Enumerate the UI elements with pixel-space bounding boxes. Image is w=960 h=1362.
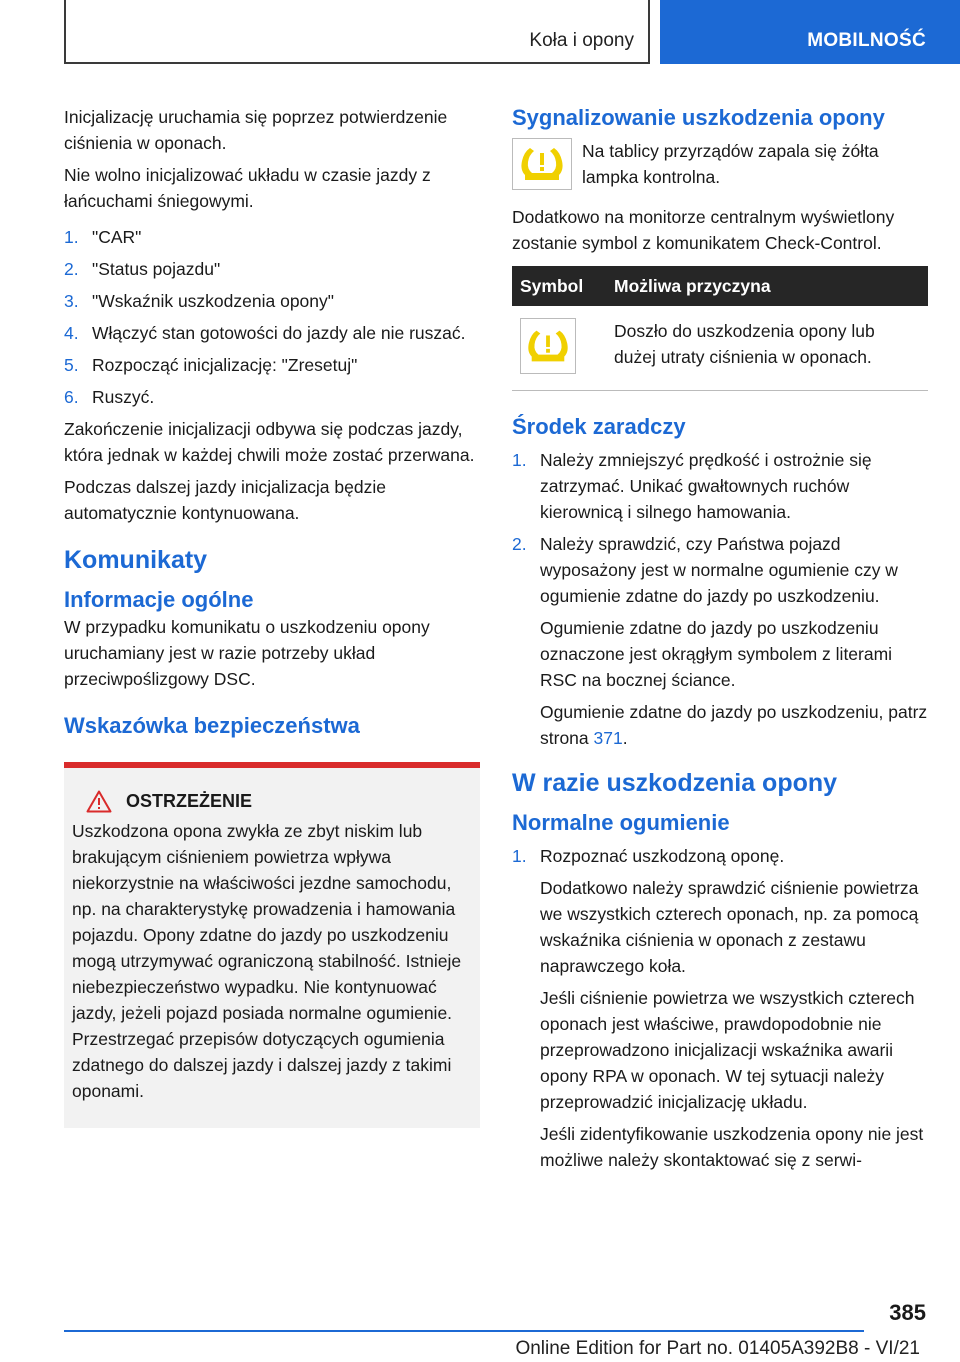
- step-number: 4.: [64, 323, 79, 343]
- step-number: 2.: [64, 259, 79, 279]
- header-chapter-tab[interactable]: [660, 0, 960, 64]
- step-text: Ruszyć.: [92, 387, 155, 407]
- list-item: [64, 256, 480, 282]
- left-column: [64, 104, 480, 1128]
- table-cell-symbol: [512, 306, 606, 391]
- paragraph: Dodatkowo na monitorze centralnym wyświetlony zostanie symbol z komunikatem Check-Control.: [512, 207, 895, 253]
- paragraph: Podczas dalszej jazdy inicjalizacja będzie automatycznie kontynuowana.: [64, 477, 386, 523]
- list-item: [64, 320, 480, 346]
- heading-signal: Sygnalizowanie uszkodzenia opony: [512, 105, 885, 130]
- paragraph: Jeśli ciśnienie powietrza we wszystkich czterech oponach jest właściwe, prawdopodobnie nie przeprowadzono inicjalizacji wskaźnika awarii opony RPA w oponach. W tej sytuacji należy przeprowadzić inicjalizację układu.: [540, 988, 915, 1112]
- warning-text: Uszkodzona opona zwykła ze zbyt niskim lub brakującym ciśnieniem powietrza wpływa niekorzystnie na właściwości jezdne samochodu, np. na charakterystykę prowadzenia i hamowania pojazdu. Opony zdatne do jazdy po uszkodzeniu mogą utrzymywać ograniczoną stabilność. Istnieje niebezpieczeństwo wypadku. Nie kontynuować jazdy, jeżeli pojazd posiada normalne ogumienie. Przestrzegać przepisów dotyczących ogumienia zdatnego do dalszej jazdy i dalszej jazdy z takimi oponami.: [72, 821, 462, 1101]
- paragraph: [512, 699, 928, 751]
- right-column: [512, 104, 928, 1179]
- paragraph: Jeśli zidentyfikowanie uszkodzenia opony nie jest możliwe należy skontaktować się z serwi-: [540, 1124, 924, 1170]
- step-number: 1.: [512, 450, 527, 470]
- paragraph: Dodatkowo należy sprawdzić ciśnienie powietrza we wszystkich czterech oponach, np. za pomocą wskaźnika ciśnienia w oponach z zestawu naprawczego koła.: [540, 878, 919, 976]
- heading-flat-tire: W razie uszkodzenia opony: [512, 769, 838, 797]
- heading-general-info: Informacje ogólne: [64, 587, 254, 612]
- step-text: "Status pojazdu": [92, 259, 221, 279]
- paragraph: Inicjalizację uruchamia się poprzez potwierdzenie ciśnienia w oponach.: [64, 107, 448, 153]
- paragraph-text: Ogumienie zdatne do jazdy po uszkodzeniu, patrz strona: [540, 702, 928, 748]
- step-text: Rozpocząć inicjalizację: "Zresetuj": [92, 355, 358, 375]
- init-steps-list: [64, 224, 480, 410]
- list-item: [512, 531, 928, 609]
- paragraph: Zakończenie inicjalizacji odbywa się podczas jazdy, która jednak w każdej chwili może zostać przerwana.: [64, 419, 475, 465]
- step-number: 1.: [512, 846, 527, 866]
- header-section-box: [64, 0, 650, 64]
- step-text: "Wskaźnik uszkodzenia opony": [92, 291, 334, 311]
- heading-remedy: Środek zaradczy: [512, 414, 686, 439]
- heading-normal-tires: Normalne ogumienie: [512, 810, 730, 835]
- header-chapter-title: MOBILNOŚĆ: [807, 30, 926, 51]
- step-text: Należy zmniejszyć prędkość i ostrożnie się zatrzymać. Unikać gwałtownych ruchów kierownicą i silnego hamowania.: [540, 450, 872, 522]
- signal-row: [512, 138, 928, 190]
- step-number: 6.: [64, 387, 79, 407]
- page-number: 385: [889, 1300, 926, 1325]
- step-number: 5.: [64, 355, 79, 375]
- normal-tire-list: [512, 843, 928, 869]
- tire-pressure-warning-icon: [512, 138, 572, 190]
- step-text: Rozpoznać uszkodzoną oponę.: [540, 846, 785, 866]
- step-text: Należy sprawdzić, czy Państwa pojazd wyposażony jest w normalne ogumienie czy w ogumienie zdatne do jazdy po uszkodzeniu.: [540, 534, 898, 606]
- list-item: [512, 447, 928, 525]
- step-text: Włączyć stan gotowości do jazdy ale nie ruszać.: [92, 323, 466, 343]
- paragraph-text: .: [622, 728, 628, 748]
- warning-box: [64, 762, 480, 1128]
- list-item: [64, 352, 480, 378]
- step-number: 3.: [64, 291, 79, 311]
- paragraph: Nie wolno inicjalizować układu w czasie jazdy z łańcuchami śniegowymi.: [64, 165, 431, 211]
- table-cell-cause: Doszło do uszkodzenia opony lub dużej utraty ciśnienia w oponach.: [606, 306, 928, 391]
- table-header-symbol: Symbol: [512, 266, 606, 306]
- heading-komunikaty: Komunikaty: [64, 546, 208, 574]
- list-item: [64, 224, 480, 250]
- heading-safety-note: Wskazówka bezpieczeństwa: [64, 713, 360, 738]
- symbol-table: [512, 266, 928, 391]
- remedy-list: [512, 447, 928, 609]
- page-link[interactable]: 371: [593, 728, 623, 748]
- list-item: [512, 843, 928, 869]
- paragraph: Ogumienie zdatne do jazdy po uszkodzeniu oznaczone jest okrągłym symbolem z literami RSC na bocznej ściance.: [540, 618, 893, 690]
- tire-warning-symbol: [520, 318, 576, 374]
- list-item: [64, 384, 480, 410]
- tire-warning-lamp-icon: [525, 326, 571, 366]
- paragraph: W przypadku komunikatu o uszkodzeniu opony uruchamiany jest w razie potrzeby układ przeciwpoślizgowy DSC.: [64, 617, 430, 689]
- table-row: [512, 306, 928, 391]
- signal-text: Na tablicy przyrządów zapala się żółta lampka kontrolna.: [582, 141, 879, 187]
- table-header-cause: Możliwa przyczyna: [606, 266, 928, 306]
- step-number: 1.: [64, 227, 79, 247]
- step-number: 2.: [512, 534, 527, 554]
- step-text: "CAR": [92, 227, 142, 247]
- tire-warning-lamp-icon: [518, 144, 566, 184]
- warning-title-row: [86, 788, 472, 814]
- warning-triangle-icon: [86, 790, 112, 813]
- header-section-title: Koła i opony: [529, 30, 634, 51]
- warning-title: OSTRZEŻENIE: [126, 791, 253, 811]
- list-item: [64, 288, 480, 314]
- footer-edition: Online Edition for Part no. 01405A392B8 - VI/21: [515, 1338, 920, 1359]
- footer-divider: [64, 1330, 864, 1332]
